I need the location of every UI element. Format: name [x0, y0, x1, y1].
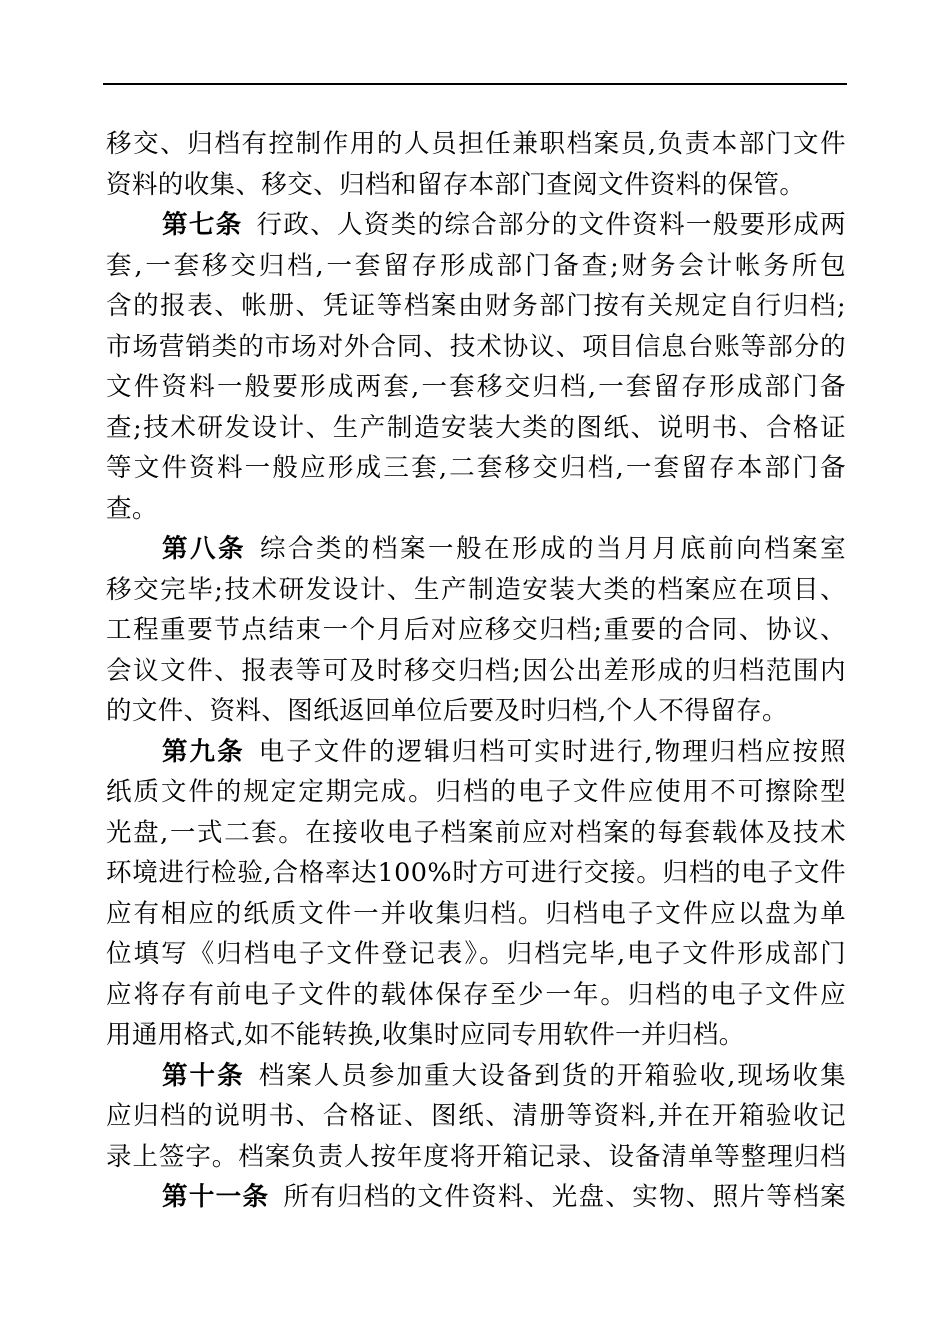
text-line — [106, 448, 846, 489]
article-first-line — [106, 205, 846, 246]
line-text: 行政、人资类的综合部分的文件资料一般要形成两 — [256, 210, 846, 240]
line-text: 含的报表、帐册、凭证等档案由财务部门按有关规定自行归档; — [106, 291, 846, 321]
article-first-line — [106, 1177, 846, 1218]
text-line — [106, 327, 846, 368]
article-heading: 第十一条 — [162, 1182, 270, 1212]
text-line — [106, 124, 846, 165]
article-heading: 第九条 — [162, 736, 245, 767]
text-line — [106, 367, 846, 408]
text-line — [106, 570, 846, 611]
article-first-line — [106, 732, 846, 773]
text-line — [106, 1015, 846, 1056]
line-text: 环境进行检验,合格率达100%时方可进行交接。归档的电子文件 — [106, 858, 846, 888]
text-line — [106, 165, 846, 206]
text-line — [106, 813, 846, 854]
text-line — [106, 934, 846, 975]
line-text: 应归档的说明书、合格证、图纸、清册等资料,并在开箱验收记 — [106, 1101, 846, 1131]
text-line — [106, 853, 846, 894]
text-line — [106, 408, 846, 449]
text-line — [106, 1137, 846, 1178]
line-text: 查。 — [106, 493, 158, 524]
line-text: 会议文件、报表等可及时移交归档;因公出差形成的归档范围内 — [106, 655, 846, 686]
document-body — [106, 124, 846, 1218]
line-text: 光盘,一式二套。在接收电子档案前应对档案的每套载体及技术 — [106, 817, 846, 848]
text-line — [106, 610, 846, 651]
line-text: 应有相应的纸质文件一并收集归档。归档电子文件应以盘为单 — [106, 898, 846, 929]
line-text: 位填写《归档电子文件登记表》。归档完毕,电子文件形成部门 — [106, 939, 846, 969]
line-text: 综合类的档案一般在形成的当月月底前向档案室 — [260, 534, 846, 564]
line-text: 的文件、资料、图纸返回单位后要及时归档,个人不得留存。 — [106, 696, 788, 726]
article-first-line — [106, 529, 846, 570]
line-text: 等文件资料一般应形成三套,二套移交归档,一套留存本部门备 — [106, 453, 846, 483]
text-line — [106, 691, 846, 732]
line-text: 套,一套移交归档,一套留存形成部门备查;财务会计帐务所包 — [106, 250, 846, 281]
line-text: 查;技术研发设计、生产制造安装大类的图纸、说明书、合格证 — [106, 412, 846, 443]
article-heading: 第七条 — [162, 210, 243, 240]
article-first-line — [106, 1056, 846, 1097]
header-rule — [103, 83, 847, 85]
text-line — [106, 489, 846, 530]
line-text: 移交、归档有控制作用的人员担任兼职档案员,负责本部门文件 — [106, 129, 846, 159]
article-heading: 第十条 — [162, 1060, 245, 1091]
line-text: 文件资料一般要形成两套,一套移交归档,一套留存形成部门备 — [106, 372, 846, 402]
text-line — [106, 1096, 846, 1137]
line-text: 录上签字。档案负责人按年度将开箱记录、设备清单等整理归档 — [106, 1141, 846, 1172]
line-text: 移交完毕;技术研发设计、生产制造安装大类的档案应在项目、 — [106, 574, 846, 605]
text-line — [106, 286, 846, 327]
line-text: 档案人员参加重大设备到货的开箱验收,现场收集 — [258, 1060, 846, 1091]
line-text: 工程重要节点结束一个月后对应移交归档;重要的合同、协议、 — [106, 615, 846, 645]
line-text: 用通用格式,如不能转换,收集时应同专用软件一并归档。 — [106, 1020, 745, 1050]
line-text: 应将存有前电子文件的载体保存至少一年。归档的电子文件应 — [106, 979, 846, 1010]
text-line — [106, 651, 846, 692]
text-line — [106, 894, 846, 935]
line-text: 所有归档的文件资料、光盘、实物、照片等档案 — [283, 1182, 846, 1212]
article-heading: 第八条 — [162, 534, 247, 564]
line-text: 纸质文件的规定定期完成。归档的电子文件应使用不可擦除型 — [106, 777, 846, 807]
text-line — [106, 246, 846, 287]
line-text: 资料的收集、移交、归档和留存本部门查阅文件资料的保管。 — [106, 169, 806, 200]
line-text: 市场营销类的市场对外合同、技术协议、项目信息台账等部分的 — [106, 331, 846, 362]
text-line — [106, 975, 846, 1016]
text-line — [106, 772, 846, 813]
line-text: 电子文件的逻辑归档可实时进行,物理归档应按照 — [258, 736, 846, 767]
